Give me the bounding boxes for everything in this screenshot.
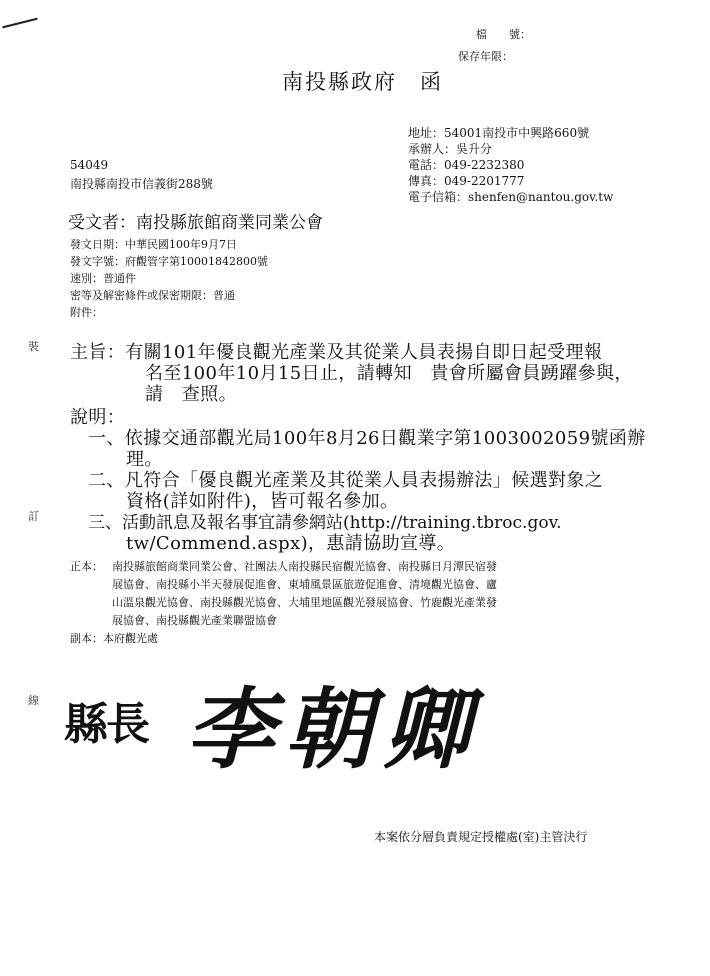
attachment-label: 附件： [70, 306, 103, 319]
scan-mark [2, 18, 37, 29]
signature-title: 縣長 [64, 699, 148, 750]
sender-email: 電子信箱：shenfen@nantou.gov.tw [408, 190, 614, 204]
authorization-note: 本案依分層負責規定授權處(室)主管決行 [374, 830, 588, 844]
delivery-speed: 速別：普通件 [70, 272, 136, 285]
recipient-zip: 54049 [70, 158, 109, 172]
file-number-label: 檔 號： [476, 28, 531, 41]
recipient: 受文者：南投縣旅館商業同業公會 [68, 213, 323, 233]
original-recipients-line: 展協會、南投縣觀光產業聯盟協會 [112, 614, 277, 627]
explanation-item-3-line-2: tw/Commend.aspx)，惠請協助宣導。 [126, 533, 456, 554]
binding-mark-top: 裝 [28, 340, 39, 353]
signature-name: 李朝卿 [186, 677, 481, 781]
sender-phone: 電話：049-2232380 [408, 158, 525, 172]
explanation-item-2-line-1: 二、凡符合「優良觀光產業及其從業人員表揚辦法」候選對象之 [88, 470, 604, 491]
issue-date: 發文日期：中華民國100年9月7日 [70, 238, 237, 251]
copy-recipients: 副本：本府觀光處 [70, 632, 158, 645]
subject-line-2: 名至100年10月15日止，請轉知 貴會所屬會員踴躍參與， [145, 363, 633, 384]
explanation-item-1-line-1: 一、依據交通部觀光局100年8月26日觀業字第1003002059號函辦 [88, 428, 646, 449]
original-recipients-label: 正本： [70, 560, 103, 573]
original-recipients-line: 展協會、南投縣小半天發展促進會、東埔風景區旅遊促進會、清境觀光協會、廬 [112, 578, 497, 591]
sender-contact: 承辦人：吳升分 [408, 142, 493, 156]
security-level: 密等及解密條件或保密期限：普通 [70, 289, 235, 302]
binding-mark-bottom: 線 [28, 694, 39, 707]
explanation-item-3-line-1: 三、活動訊息及報名事宜請參網站(http://training.tbroc.gov. [88, 513, 562, 533]
original-recipients-line: 南投縣旅館商業同業公會、社團法人南投縣民宿觀光協會、南投縣日月潭民宿發 [112, 560, 497, 573]
binding-mark-middle: 訂 [28, 510, 39, 523]
retention-label: 保存年限： [458, 50, 513, 63]
subject-line-3: 請 查照。 [145, 384, 237, 405]
sender-address: 地址：54001南投市中興路660號 [408, 126, 590, 140]
recipient-street: 南投縣南投市信義街288號 [70, 177, 213, 191]
explanation-item-1-line-2: 理。 [126, 449, 163, 470]
document-title: 南投縣政府 函 [282, 70, 443, 94]
explanation-heading: 說明： [70, 407, 126, 428]
original-recipients-line: 山溫泉觀光協會、南投縣觀光協會、大埔里地區觀光發展協會、竹鹿觀光產業發 [112, 596, 497, 609]
document-number: 發文字號：府觀管字第10001842800號 [70, 255, 268, 268]
explanation-item-2-line-2: 資格(詳如附件)，皆可報名參加。 [126, 491, 399, 512]
subject-line-1: 主旨：有關101年優良觀光產業及其從業人員表揚自即日起受理報 [70, 342, 603, 363]
sender-fax: 傳真：049-2201777 [408, 174, 525, 188]
